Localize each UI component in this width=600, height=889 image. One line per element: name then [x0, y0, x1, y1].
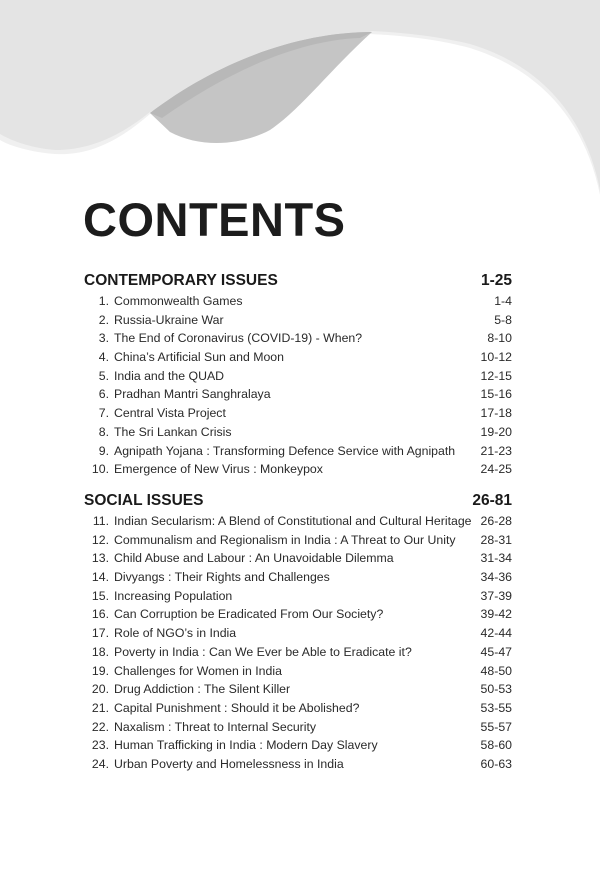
- entry-pages: 31-34: [480, 551, 512, 566]
- entry-title: Agnipath Yojana : Transforming Defence Service with Agnipath: [114, 443, 456, 458]
- toc-entry: [84, 442, 512, 461]
- entry-title: The End of Coronavirus (COVID-19) - When?: [114, 331, 363, 346]
- entry-title: Challenges for Women in India: [114, 663, 282, 678]
- entry-title: Poverty in India : Can We Ever be Able to Eradicate it?: [114, 644, 412, 659]
- entry-pages: 39-42: [480, 607, 512, 622]
- entry-pages: 19-20: [480, 424, 512, 439]
- entry-pages: 17-18: [480, 406, 512, 421]
- section-header: [84, 270, 512, 292]
- entry-number: 14.: [91, 570, 109, 585]
- entry-number: 18.: [91, 644, 109, 659]
- entry-title: India and the QUAD: [114, 368, 225, 383]
- entry-title: Divyangs : Their Rights and Challenges: [114, 570, 330, 585]
- entry-pages: 1-4: [494, 294, 512, 308]
- entry-pages: 55-57: [480, 719, 512, 734]
- entry-title: Pradhan Mantri Sanghralaya: [114, 387, 271, 402]
- entry-number: 11.: [92, 514, 109, 528]
- entry-number: 13.: [91, 551, 109, 566]
- toc-entry: [84, 292, 512, 311]
- entry-number: 21.: [91, 700, 109, 715]
- section-social-issues: [84, 490, 512, 774]
- entry-number: 4.: [98, 350, 109, 365]
- decorative-wave-header: [0, 0, 600, 200]
- entry-number: 15.: [91, 588, 109, 603]
- entry-title: Central Vista Project: [114, 406, 226, 421]
- entry-pages: 5-8: [494, 312, 512, 327]
- toc-entry: [84, 512, 512, 531]
- entry-number: 5.: [98, 368, 109, 383]
- toc-entry: [84, 755, 512, 774]
- entry-number: 17.: [91, 626, 109, 641]
- page-title: CONTENTS: [83, 193, 346, 246]
- entry-pages: 26-28: [480, 514, 512, 528]
- section-pages: 26-81: [472, 492, 512, 509]
- section-pages: 1-25: [480, 272, 512, 289]
- entry-pages: 58-60: [480, 738, 512, 753]
- entry-pages: 24-25: [480, 462, 512, 477]
- entry-number: 22.: [91, 719, 109, 734]
- toc-entry: [84, 385, 512, 404]
- entry-pages: 45-47: [480, 644, 512, 659]
- entry-number: 2.: [98, 312, 109, 327]
- toc-entry: [84, 718, 512, 737]
- entry-title: Can Corruption be Eradicated From Our Society?: [114, 607, 384, 622]
- entry-number: 6.: [98, 387, 109, 402]
- toc-entry: [84, 643, 512, 662]
- section-title: SOCIAL ISSUES: [84, 492, 204, 509]
- entry-pages: 42-44: [480, 626, 512, 641]
- toc-entry: [84, 329, 512, 348]
- toc-entry: [84, 531, 512, 550]
- entry-title: China’s Artificial Sun and Moon: [114, 350, 284, 365]
- section-contemporary-issues: [84, 270, 512, 479]
- toc-entry: [84, 699, 512, 718]
- entry-number: 8.: [98, 424, 109, 439]
- entry-number: 16.: [91, 607, 109, 622]
- toc-entry: [84, 662, 512, 681]
- entry-pages: 10-12: [480, 350, 512, 365]
- toc-entry: [84, 624, 512, 643]
- entry-title: Communalism and Regionalism in India : A Threat to Our Unity: [114, 532, 456, 547]
- entry-title: Naxalism : Threat to Internal Security: [114, 719, 317, 734]
- entry-title: Commonwealth Games: [114, 294, 243, 308]
- entry-pages: 60-63: [480, 756, 512, 771]
- entry-number: 1.: [98, 294, 109, 308]
- toc-entry: [84, 568, 512, 587]
- toc-entry: [84, 605, 512, 624]
- entry-pages: 37-39: [480, 588, 512, 603]
- entry-title: Increasing Population: [114, 588, 233, 603]
- entry-pages: 12-15: [480, 368, 512, 383]
- entry-number: 20.: [91, 682, 109, 697]
- entry-pages: 8-10: [487, 331, 512, 346]
- toc-entry: [84, 311, 512, 330]
- entry-title: Role of NGO’s in India: [114, 626, 237, 641]
- entry-pages: 15-16: [480, 387, 512, 402]
- entry-number: 10.: [91, 462, 109, 477]
- entry-number: 7.: [98, 406, 109, 421]
- toc-entry: [84, 367, 512, 386]
- entry-title: Child Abuse and Labour : An Unavoidable Dilemma: [114, 551, 394, 566]
- toc-entry: [84, 423, 512, 442]
- entry-number: 23.: [91, 738, 109, 753]
- entry-title: Russia-Ukraine War: [114, 312, 224, 327]
- entry-number: 9.: [98, 443, 109, 458]
- entry-pages: 21-23: [480, 443, 512, 458]
- toc-entry: [84, 404, 512, 423]
- section-title: CONTEMPORARY ISSUES: [84, 272, 278, 289]
- entry-title: Drug Addiction : The Silent Killer: [114, 682, 291, 697]
- entry-title: Human Trafficking in India : Modern Day Slavery: [114, 738, 378, 753]
- entry-pages: 34-36: [480, 570, 512, 585]
- entry-number: 12.: [91, 532, 109, 547]
- entry-title: The Sri Lankan Crisis: [114, 424, 232, 439]
- entry-pages: 50-53: [480, 682, 512, 697]
- toc-entry: [84, 680, 512, 699]
- entry-pages: 53-55: [480, 700, 512, 715]
- entry-pages: 48-50: [480, 663, 512, 678]
- entry-number: 3.: [98, 331, 109, 346]
- toc-entry: [84, 460, 512, 479]
- entry-title: Capital Punishment : Should it be Abolished?: [114, 700, 360, 715]
- section-header: [84, 490, 512, 512]
- toc-entry: [84, 549, 512, 568]
- entry-pages: 28-31: [480, 532, 512, 547]
- toc-entry: [84, 736, 512, 755]
- entry-number: 19.: [91, 663, 109, 678]
- entry-title: Indian Secularism: A Blend of Constitutional and Cultural Heritage: [114, 514, 472, 528]
- entry-title: Urban Poverty and Homelessness in India: [114, 756, 344, 771]
- entry-title: Emergence of New Virus : Monkeypox: [114, 462, 323, 477]
- toc-entry: [84, 587, 512, 606]
- entry-number: 24.: [91, 756, 109, 771]
- toc-entry: [84, 348, 512, 367]
